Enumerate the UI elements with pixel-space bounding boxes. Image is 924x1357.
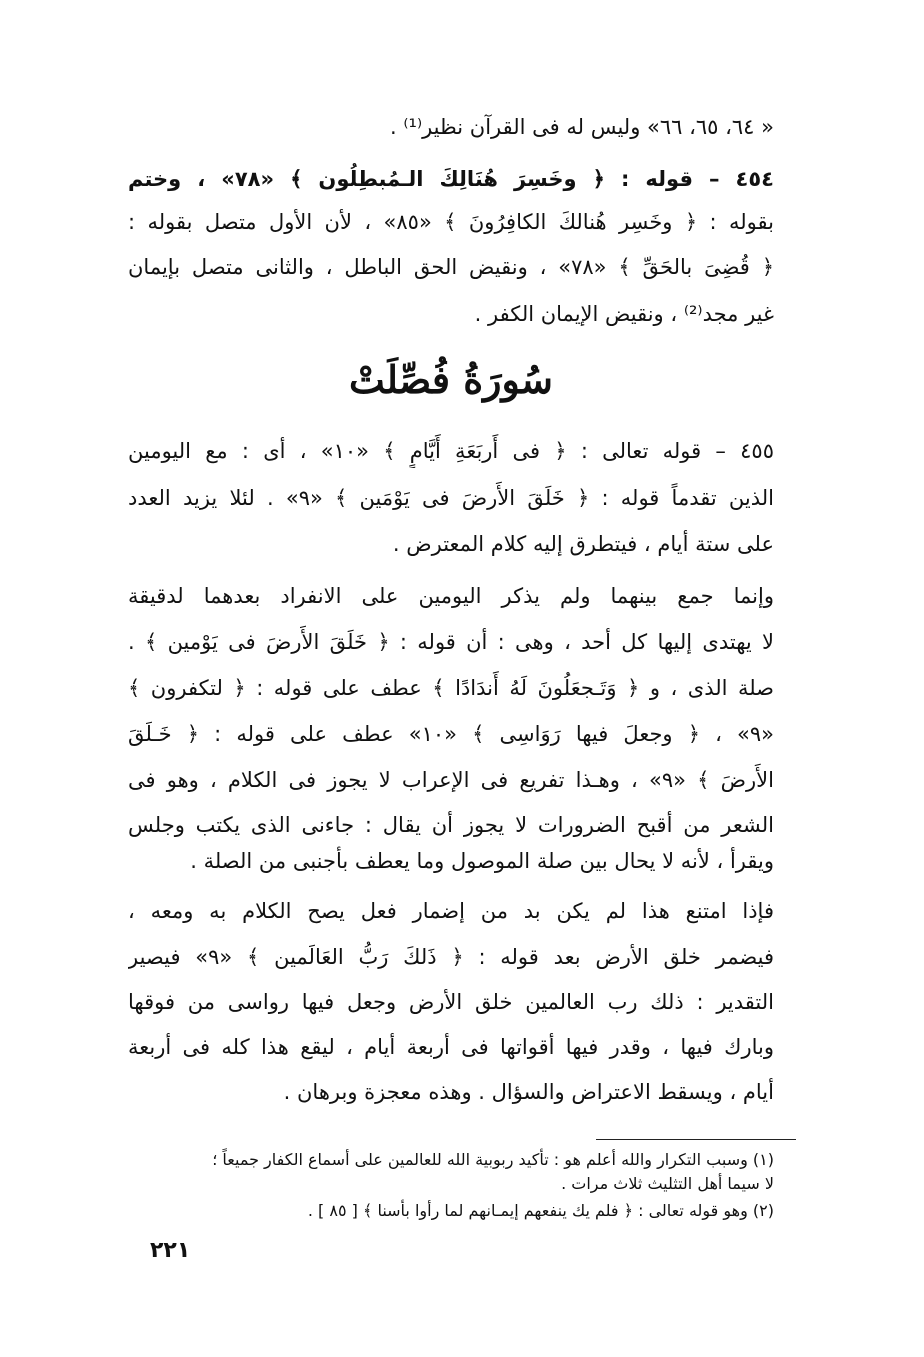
surah-title: سُورَةُ فُصِّلَتْ — [349, 357, 553, 402]
text-line: ٤٥٤ – قوله : ﴿ وخَسِرَ هُنَالِكَ الـمُبطِلُون ﴾ «٧٨» ، وختم — [128, 167, 774, 191]
text-line: وإنما جمع بينهما ولم يذكر اليومين على الانفراد بعدهما لدقيقة — [128, 584, 774, 608]
text-line: فيضمر خلق الأرض بعد قوله : ﴿ ذَلكَ رَبُّ العَالَمين ﴾ «٩» فيصير — [128, 945, 774, 969]
footnote-divider — [596, 1139, 796, 1140]
footnote-2: (٢) وهو قوله تعالى : ﴿ فلم يك ينفعهم إيمـانهم لما رأوا بأسنا ﴾ [ ٨٥ ] . — [307, 1201, 774, 1220]
page-number: ٢٢١ — [150, 1238, 191, 1263]
text-line: صلة الذى ، و ﴿ وَتَـجعَلُونَ لَهُ أَندَادًا ﴾ عطف على قوله : ﴿ لتكفرون ﴾ — [128, 676, 774, 700]
text-line: لا يهتدى إليها كل أحد ، وهى : أن قوله : ﴿ خَلَقَ الأَرضَ فى يَوْمين ﴾ . — [128, 630, 774, 654]
text-line: الأَرضَ ﴾ «٩» ، وهـذا تفريع فى الإعراب لا يجوز فى الكلام ، وهو فى — [128, 768, 774, 792]
text-line: وبارك فيها ، وقدر فيها أقواتها فى أربعة أيام ، ليقع هذا كله فى أربعة — [128, 1035, 774, 1059]
text-line: غير مجد⁽²⁾ ، ونقيض الإيمان الكفر . — [474, 302, 774, 326]
text-line: «٩» ، ﴿ وجعلَ فيها رَوَاسِى ﴾ «١٠» عطف على قوله : ﴿ خَـلَقَ — [128, 722, 774, 746]
text-line: ﴿ قُضِىَ بالحَقِّ ﴾ «٧٨» ، ونقيض الحق الباطل ، والثانى متصل بإيمان — [128, 255, 774, 279]
text-line: الشعر من أقبح الضرورات لا يجوز أن يقال : جاءنى الذى يكتب وجلس — [128, 813, 774, 837]
footnote-1: (١) وسبب التكرار والله أعلم هو : تأكيد ربوبية الله للعالمين على أسماع الكفار جميعاً ؛ — [212, 1150, 774, 1169]
text-line: التقدير : ذلك رب العالمين خلق الأرض وجعل فيها رواسى من فوقها — [128, 990, 774, 1014]
text-line: ويقرأ ، لأنه لا يحال بين صلة الموصول وما يعطف بأجنبى من الصلة . — [190, 849, 774, 873]
text-line: بقوله : ﴿ وخَسِر هُنالكَ الكافِرُونَ ﴾ «٨٥» ، لأن الأول متصل بقوله : — [128, 210, 774, 234]
text-line: على ستة أيام ، فيتطرق إليه كلام المعترض . — [392, 532, 774, 556]
footnote-1-continued: لا سيما أهل التثليث ثلاث مرات . — [561, 1174, 774, 1193]
text-line: فإذا امتنع هذا لم يكن بد من إضمار فعل يصح الكلام به ومعه ، — [128, 899, 774, 923]
text-line: « ٦٤، ٦٥، ٦٦» وليس له فى القرآن نظير⁽¹⁾ . — [390, 115, 774, 139]
text-line: الذين تقدماً قوله : ﴿ خَلَقَ الأَرضَ فى يَوْمَين ﴾ «٩» . لئلا يزيد العدد — [128, 486, 774, 510]
text-line: ٤٥٥ – قوله تعالى : ﴿ فى أَربَعَةِ أَيَّامٍ ﴾ «١٠» ، أى : مع اليومين — [128, 439, 774, 463]
text-line: أيام ، ويسقط الاعتراض والسؤال . وهذه معجزة وبرهان . — [283, 1080, 774, 1104]
